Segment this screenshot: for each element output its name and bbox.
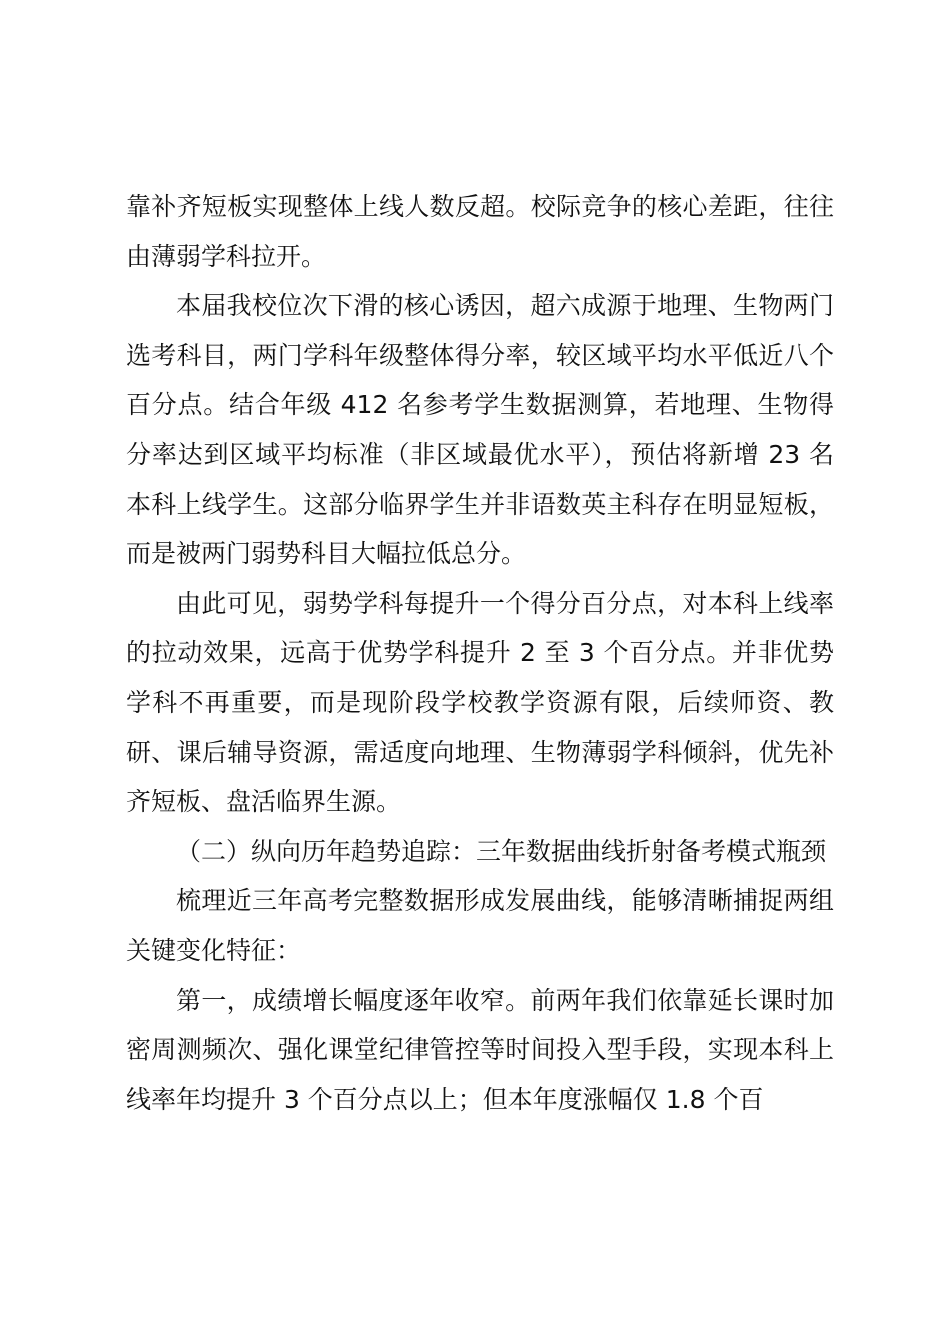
paragraph-first-feature: 第一，成绩增长幅度逐年收窄。前两年我们依靠延长课时加密周测频次、强化课堂纪律管控等时间投入型手段，实现本科上线率年均提升 3 个百分点以上；但本年度涨幅仅 1.8 个百 <box>126 985 834 1114</box>
document-body <box>126 182 834 1124</box>
paragraph-resource-allocation: 由此可见，弱势学科每提升一个得分百分点，对本科上线率的拉动效果，远高于优势学科提升 2 至 3 个百分点。并非优势学科不再重要，而是现阶段学校教学资源有限，后续师资、教研、课后辅导资源，需适度向地理、生物薄弱学科倾斜，优先补齐短板、盘活临界生源。 <box>126 588 834 817</box>
paragraph-decline-causes: 本届我校位次下滑的核心诱因，超六成源于地理、生物两门选考科目，两门学科年级整体得分率，较区域平均水平低近八个百分点。结合年级 412 名参考学生数据测算，若地理、生物得分率达到区域平均标准（非区域最优水平），预估将新增 23 名本科上线学生。这部分临界学生并非语数英主科存在明显短板，而是被两门弱势科目大幅拉低总分。 <box>126 291 834 569</box>
section-heading: （二）纵向历年趋势追踪：三年数据曲线折射备考模式瓶颈 <box>176 836 827 866</box>
paragraph-trend-intro: 梳理近三年高考完整数据形成发展曲线，能够清晰捕捉两组关键变化特征： <box>126 886 834 965</box>
paragraph-continuation: 靠补齐短板实现整体上线人数反超。校际竞争的核心差距，往往由薄弱学科拉开。 <box>126 192 834 271</box>
